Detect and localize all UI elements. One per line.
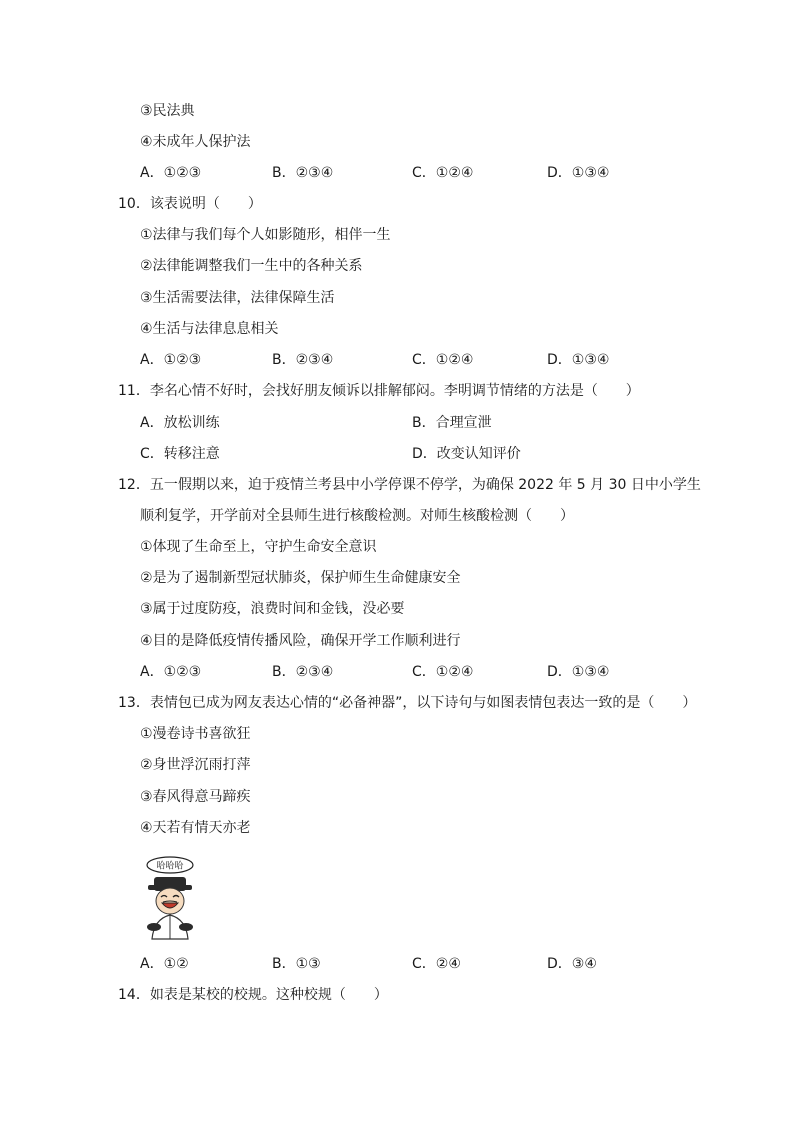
q9-option-c: C．①②④ bbox=[412, 165, 474, 181]
q10-item-3: ③生活需要法律，法律保障生活 bbox=[140, 290, 335, 306]
q11-option-d: D．改变认知评价 bbox=[412, 446, 521, 462]
q13-option-a: A．①② bbox=[140, 956, 189, 972]
q13-stem: 13．表情包已成为网友表达心情的“必备神器”，以下诗句与如图表情包表达一致的是（ ） bbox=[118, 695, 697, 711]
q9-item-4: ④未成年人保护法 bbox=[140, 134, 251, 150]
q10-option-c: C．①②④ bbox=[412, 352, 474, 368]
q12-stem-line2: 顺利复学，开学前对全县师生进行核酸检测。对师生核酸检测（ ） bbox=[140, 508, 574, 524]
q11-stem: 11．李名心情不好时，会找好朋友倾诉以排解郁闷。李明调节情绪的方法是（ ） bbox=[118, 383, 640, 399]
q12-option-d: D．①③④ bbox=[547, 664, 610, 680]
q12-item-3: ③属于过度防疫，浪费时间和金钱，没必要 bbox=[140, 601, 405, 617]
q11-option-a: A．放松训练 bbox=[140, 415, 220, 431]
q12-item-1: ①体现了生命至上，守护生命安全意识 bbox=[140, 539, 377, 555]
q13-option-d: D．③④ bbox=[547, 956, 597, 972]
q10-option-a: A．①②③ bbox=[140, 352, 202, 368]
q13-item-1: ①漫卷诗书喜欲狂 bbox=[140, 726, 251, 742]
q11-option-c: C．转移注意 bbox=[140, 446, 220, 462]
q12-item-4: ④目的是降低疫情传播风险，确保开学工作顺利进行 bbox=[140, 633, 461, 649]
q13-item-2: ②身世浮沉雨打萍 bbox=[140, 757, 251, 773]
q12-option-b: B．②③④ bbox=[272, 664, 334, 680]
q13-option-b: B．①③ bbox=[272, 956, 321, 972]
q12-stem-line1: 12．五一假期以来，迫于疫情兰考县中小学停课不停学，为确保 2022 年 5 月 30 日中小学生 bbox=[118, 477, 701, 493]
q9-option-a: A．①②③ bbox=[140, 165, 202, 181]
q10-option-b: B．②③④ bbox=[272, 352, 334, 368]
q14-stem: 14．如表是某校的校规。这种校规（ ） bbox=[118, 987, 388, 1003]
q10-option-d: D．①③④ bbox=[547, 352, 610, 368]
q9-item-3: ③民法典 bbox=[140, 103, 195, 119]
bubble-text: 哈哈哈 bbox=[156, 861, 184, 872]
q11-option-b: B．合理宣泄 bbox=[412, 415, 492, 431]
q10-stem: 10．该表说明（ ） bbox=[118, 196, 262, 212]
q13-item-4: ④天若有情天亦老 bbox=[140, 820, 251, 836]
q13-option-c: C．②④ bbox=[412, 956, 461, 972]
laughing-scholar-image bbox=[140, 855, 200, 940]
q12-option-a: A．①②③ bbox=[140, 664, 202, 680]
q10-item-1: ①法律与我们每个人如影随形，相伴一生 bbox=[140, 227, 391, 243]
q12-option-c: C．①②④ bbox=[412, 664, 474, 680]
q10-item-2: ②法律能调整我们一生中的各种关系 bbox=[140, 258, 363, 274]
q9-option-b: B．②③④ bbox=[272, 165, 334, 181]
q12-item-2: ②是为了遏制新型冠状肺炎，保护师生生命健康安全 bbox=[140, 570, 461, 586]
q10-item-4: ④生活与法律息息相关 bbox=[140, 321, 279, 337]
q9-option-d: D．①③④ bbox=[547, 165, 610, 181]
q13-item-3: ③春风得意马蹄疾 bbox=[140, 789, 251, 805]
